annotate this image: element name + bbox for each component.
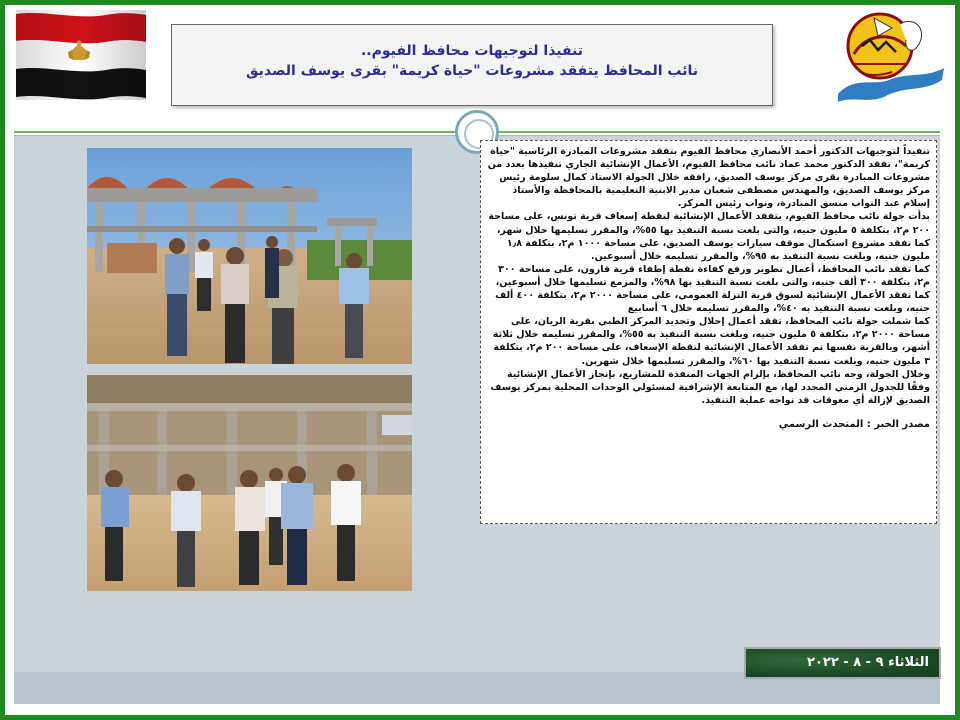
headline-line-2: نائب المحافظ يتفقد مشروعات "حياة كريمة" بقرى يوسف الصديق bbox=[245, 63, 698, 79]
article-paragraph: كما شملت جولة نائب المحافظ، تفقد أعمال إحلال وتجديد المركز الطبي بقرية الريان، على مساحة ٢٠٠٠ م٢، بتكلفة ٥ مليون جنيه، وبلغت نسبة التنفيذ به ٥٥%، والمقرر تسليمه خلال ثلاثة أشهر، وبالقرية نفسها تم تفقد الأعمال الإنشائية لنقطة الإسعاف، على مساحة ٢٠٠ م٢، بتكلفة ٣ مليون جنيه، وبلغت نسبة التنفيذ بها ٦٠%، والمقرر تسليمها خلال شهرين. bbox=[492, 316, 930, 367]
fayoum-governorate-logo bbox=[834, 6, 946, 104]
article-source: مصدر الخبر : المتحدث الرسمي bbox=[778, 418, 930, 430]
article-paragraph: بدأت جولة نائب محافظ الفيوم، بتفقد الأعمال الإنشائية لنقطة إسعاف قرية تونس، على مساحة ٢٠٠ م٢، بتكلفة ٥ مليون جنيه، والتى بلغت نسبة التنفيذ بها ٥٥%، والمقرر تسليمها خلال شهر، كما تفقد مشروع استكمال موقف سيارات يوسف الصديق، على مساحة ١٠٠٠ م٢، بتكلفة ١٫٨ مليون جنيه، وبلغت نسبة التنفيذ به ٩٥%، والمقرر تسليمه خلال أسبوعين. bbox=[488, 211, 930, 262]
headline-line-1: تنفيذا لتوجيهات محافظ الفيوم.. bbox=[360, 43, 584, 59]
article-paragraph: تنفيذاً لتوجيهات الدكتور أحمد الأنصاري محافظ الفيوم بتفقد مشروعات المبادرة الرئاسية "حياة كريمة"، تفقد الدكتور محمد عماد نائب محافظ الفيوم، الأعمال الإنشائية الجاري تنفيذها بعدد من مشروعات المبادرة بقرى مركز يوسف الصديق، رافقه خلال الجولة الاستاذ كمال سلومة رئيس مركز يوسف الصديق، والمهندس مصطفى شعبان مدير الابنية التعليمية بالمحافظة والأستاذ إسلام عبد التواب منسق المبادرة، ونواب رئيس المركز. bbox=[487, 146, 930, 210]
egypt-flag-icon bbox=[16, 10, 146, 100]
date-text: الثلاثاء ٩ - ٨ - ٢٠٢٢ bbox=[807, 655, 929, 670]
article-body bbox=[480, 140, 937, 524]
news-photo-site-visit-2 bbox=[87, 375, 412, 591]
news-photo-site-visit-1 bbox=[87, 148, 412, 364]
article-paragraph: كما تفقد نائب المحافظ، أعمال تطوير ورفع كفاءة نقطة إطفاء قرية قارون، على مساحة ٣٠٠ م٢، بتكلفة ٣٠٠ ألف جنيه، والتى بلغت نسبة التنفيذ بها ٩٨%، والمزمع تسليمها خلال أسبوعين، كما تفقد الأعمال الإنشائية لسوق قرية النزلة العمومي، على مساحة ٢٠٠٠ م٢، بتكلفة ٤٠٠ ألف جنيه، وبلغت نسبة التنفيذ به ٤٠%، والمقرر تسليمه خلال ٦ أسابيع bbox=[495, 263, 930, 315]
date-badge bbox=[744, 647, 941, 679]
headline-box bbox=[171, 24, 773, 106]
article-paragraph: وخلال الجولة، وجه نائب المحافظ، بإلزام الجهات المنفذة للمشاريع، بإنجاز الأعمال الإنشائية وفقًا للجدول الزمني المحدد لها، مع المتابعة الإشرافية لمسئولي الوحدات المحلية بمركز يوسف الصديق لإزالة أي معوقات قد تواجه عملية التنفيذ. bbox=[490, 368, 930, 406]
